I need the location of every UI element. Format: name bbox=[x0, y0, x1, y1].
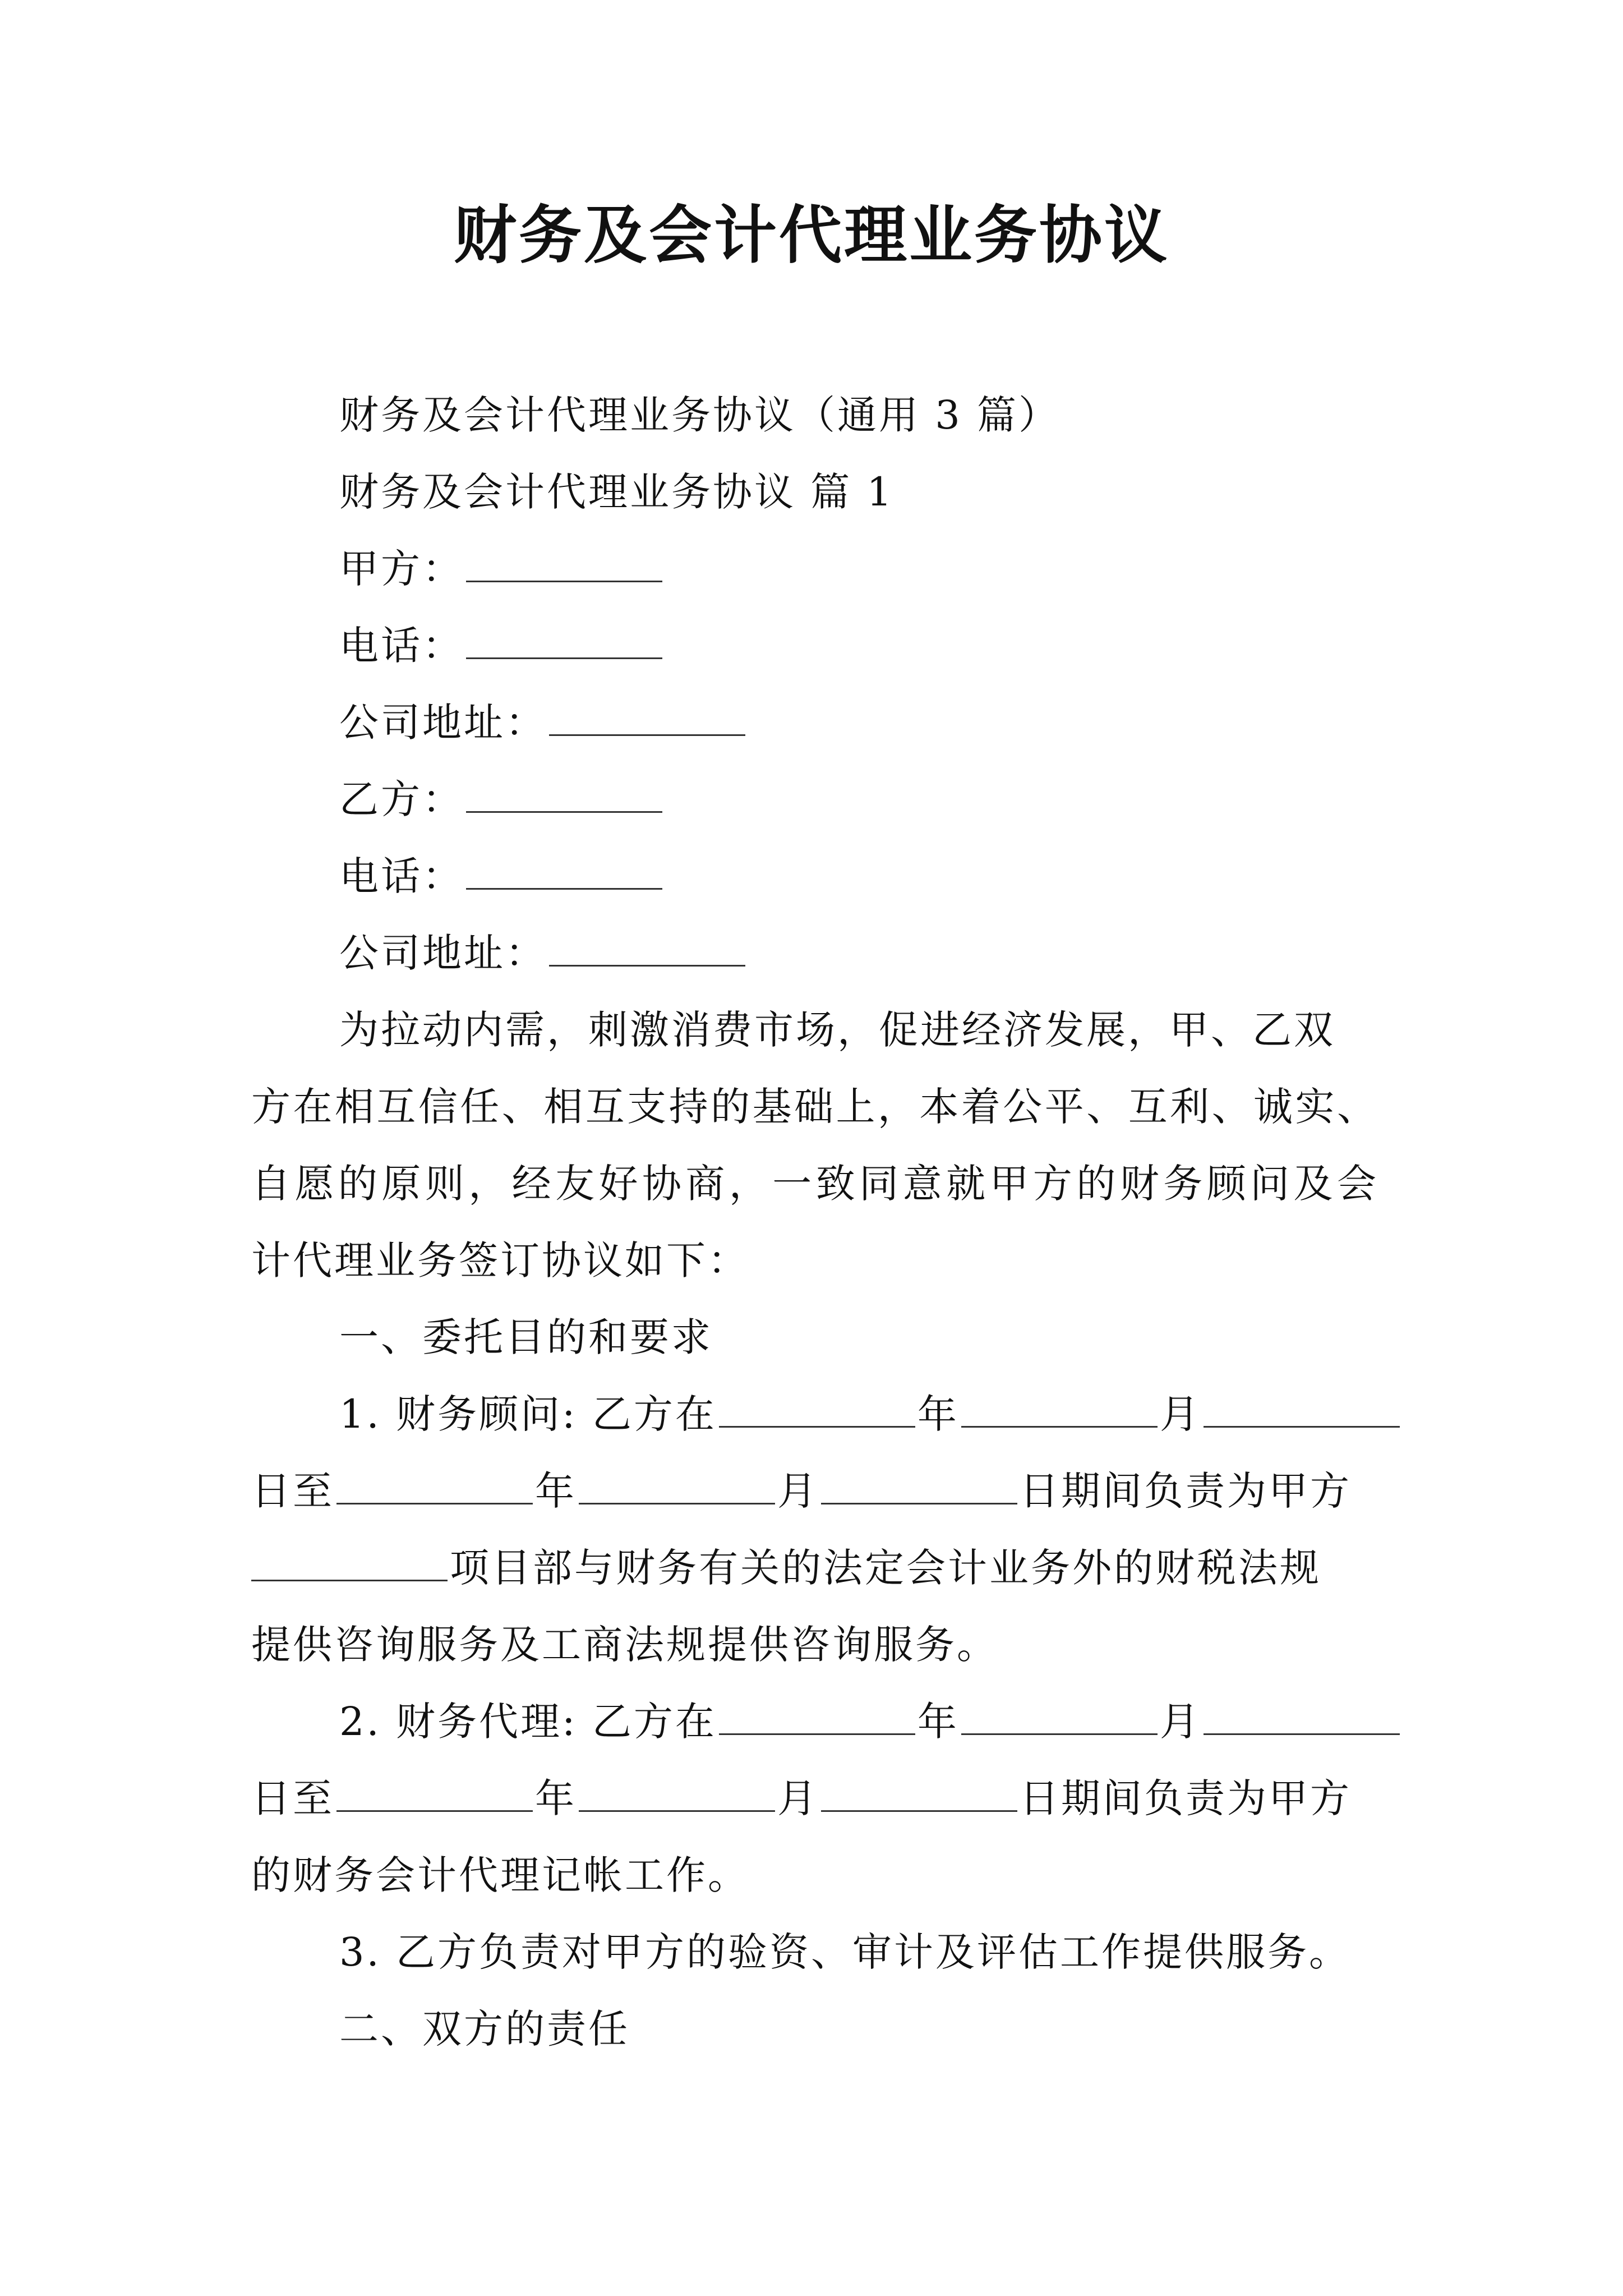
party-b-blank[interactable] bbox=[466, 776, 662, 813]
item-2-start-year-blank[interactable] bbox=[719, 1699, 915, 1735]
intro-line-4: 计代理业务签订协议如下： bbox=[251, 1237, 749, 1283]
item-2-lead: 2. 财务代理: 乙方在 bbox=[339, 1699, 717, 1745]
party-a-address-label: 公司地址： bbox=[339, 700, 547, 746]
item-1-line-2 bbox=[251, 1463, 1352, 1519]
heading-2: 二、双方的责任 bbox=[339, 2006, 630, 2052]
item-1-day-period: 日期间负责为甲方 bbox=[1020, 1468, 1352, 1514]
item-1-month-label: 月 bbox=[1159, 1391, 1201, 1437]
party-b-phone-blank[interactable] bbox=[466, 853, 662, 890]
item-1-lead: 1. 财务顾问: 乙方在 bbox=[339, 1391, 717, 1437]
item-1-line-3 bbox=[251, 1540, 1321, 1596]
item-1-line-1 bbox=[339, 1386, 1402, 1442]
party-b-phone-line bbox=[339, 848, 665, 904]
party-b-line bbox=[339, 771, 665, 827]
item-1-end-year-blank[interactable] bbox=[336, 1468, 533, 1504]
item-1-end-day-blank[interactable] bbox=[821, 1468, 1017, 1504]
item-1-day-to: 日至 bbox=[251, 1468, 334, 1514]
item-2-year-label: 年 bbox=[917, 1699, 959, 1745]
document-subtitle: 财务及会计代理业务协议（通用 3 篇） bbox=[339, 392, 1061, 438]
intro-line-3: 自愿的原则，经友好协商，一致同意就甲方的财务顾问及会 bbox=[251, 1161, 1378, 1207]
party-a-label: 甲方： bbox=[339, 546, 464, 592]
party-b-address-label: 公司地址： bbox=[339, 930, 547, 976]
item-1-line-3-text: 项目部与财务有关的法定会计业务外的财税法规 bbox=[450, 1545, 1321, 1591]
item-2-line-3: 的财务会计代理记帐工作。 bbox=[251, 1852, 749, 1898]
item-2-month-label: 月 bbox=[1159, 1699, 1201, 1745]
party-a-phone-blank[interactable] bbox=[466, 623, 662, 659]
item-2-line-2 bbox=[251, 1770, 1352, 1826]
item-1-start-year-blank[interactable] bbox=[719, 1391, 915, 1428]
item-1-month-label-2: 月 bbox=[777, 1468, 819, 1514]
party-a-line bbox=[339, 541, 665, 597]
intro-line-1: 为拉动内需，刺激消费市场，促进经济发展，甲、乙双 bbox=[339, 1007, 1335, 1053]
item-1-end-month-blank[interactable] bbox=[579, 1468, 775, 1504]
item-1-project-blank[interactable] bbox=[251, 1545, 448, 1581]
item-1-line-4: 提供咨询服务及工商法规提供咨询服务。 bbox=[251, 1622, 998, 1668]
item-2-line-1 bbox=[339, 1694, 1402, 1750]
item-2-end-month-blank[interactable] bbox=[579, 1775, 775, 1812]
item-2-start-month-blank[interactable] bbox=[961, 1699, 1158, 1735]
item-1-start-month-blank[interactable] bbox=[961, 1391, 1158, 1428]
item-2-year-label-2: 年 bbox=[535, 1775, 577, 1821]
party-a-blank[interactable] bbox=[466, 546, 662, 582]
party-a-phone-line bbox=[339, 618, 665, 674]
item-2-day-period: 日期间负责为甲方 bbox=[1020, 1775, 1352, 1821]
party-b-label: 乙方： bbox=[339, 776, 464, 822]
intro-line-2: 方在相互信任、相互支持的基础上，本着公平、互利、诚实、 bbox=[251, 1084, 1378, 1130]
party-a-address-line bbox=[339, 694, 748, 751]
item-2-day-to: 日至 bbox=[251, 1775, 334, 1821]
item-2-end-year-blank[interactable] bbox=[336, 1775, 533, 1812]
item-1-year-label-2: 年 bbox=[535, 1468, 577, 1514]
item-2-end-day-blank[interactable] bbox=[821, 1775, 1017, 1812]
item-2-start-day-blank[interactable] bbox=[1204, 1699, 1400, 1735]
item-1-year-label: 年 bbox=[917, 1391, 959, 1437]
party-b-address-line bbox=[339, 925, 748, 981]
document-title: 财务及会计代理业务协议 bbox=[454, 199, 1169, 272]
party-a-address-blank[interactable] bbox=[549, 700, 745, 736]
heading-1: 一、委托目的和要求 bbox=[339, 1314, 713, 1360]
party-a-phone-label: 电话： bbox=[339, 623, 464, 669]
item-1-start-day-blank[interactable] bbox=[1204, 1391, 1400, 1428]
section-heading: 财务及会计代理业务协议 篇 1 bbox=[339, 469, 895, 515]
item-3: 3. 乙方负责对甲方的验资、审计及评估工作提供服务。 bbox=[339, 1929, 1351, 1975]
party-b-address-blank[interactable] bbox=[549, 930, 745, 967]
item-2-month-label-2: 月 bbox=[777, 1775, 819, 1821]
party-b-phone-label: 电话： bbox=[339, 853, 464, 899]
